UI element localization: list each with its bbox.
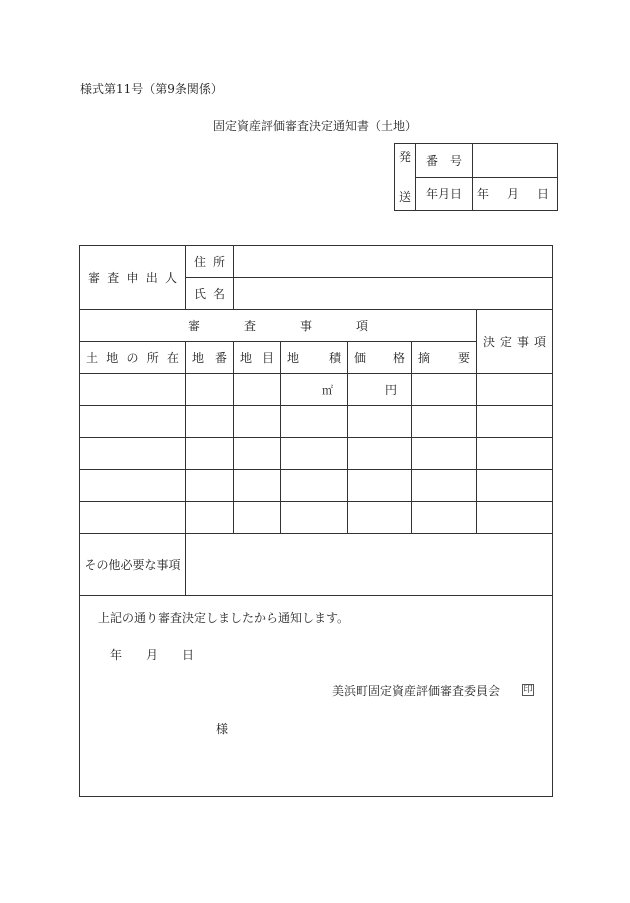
location-cell[interactable] bbox=[80, 438, 186, 470]
committee-signature bbox=[332, 682, 534, 699]
location-char: 在 bbox=[166, 351, 179, 365]
table-row bbox=[80, 374, 553, 406]
category-cell[interactable] bbox=[234, 438, 281, 470]
applicant-label-char: 査 bbox=[107, 271, 120, 285]
column-lot-number bbox=[186, 342, 234, 374]
applicant-label bbox=[80, 246, 186, 310]
table-row bbox=[80, 502, 553, 534]
date-char: 月 bbox=[506, 187, 519, 202]
area-char: 地 bbox=[287, 351, 300, 365]
decision-cell[interactable] bbox=[477, 406, 553, 438]
price-cell[interactable] bbox=[348, 502, 412, 534]
table-row bbox=[80, 406, 553, 438]
notice-date-char: 月 bbox=[146, 648, 159, 662]
summary-cell[interactable] bbox=[412, 502, 477, 534]
location-cell[interactable] bbox=[80, 502, 186, 534]
notice-date-char: 日 bbox=[182, 648, 195, 662]
address-label-char: 所 bbox=[212, 255, 225, 269]
review-header-char: 事 bbox=[299, 319, 312, 333]
number-value-field[interactable] bbox=[473, 144, 558, 178]
price-char: 価 bbox=[354, 351, 367, 365]
notice-text: 上記の通り審査決定しましたから通知します。 bbox=[98, 611, 350, 625]
decision-cell[interactable] bbox=[477, 470, 553, 502]
name-label-char: 氏 bbox=[194, 287, 207, 301]
document-title: 固定資産評価審査決定通知書（土地） bbox=[212, 119, 417, 133]
decision-header-char: 決 bbox=[483, 335, 496, 349]
location-char: 所 bbox=[146, 351, 159, 365]
area-cell[interactable] bbox=[281, 374, 348, 406]
seal-mark: 印 bbox=[523, 685, 533, 695]
number-label-char: 号 bbox=[449, 153, 462, 168]
other-items-label: その他必要な事項 bbox=[80, 534, 186, 596]
decision-cell[interactable] bbox=[477, 502, 553, 534]
column-price bbox=[348, 342, 412, 374]
summary-cell[interactable] bbox=[412, 406, 477, 438]
address-field[interactable] bbox=[234, 246, 553, 278]
summary-char: 摘 bbox=[418, 351, 431, 365]
area-cell[interactable] bbox=[281, 470, 348, 502]
name-label-char: 名 bbox=[212, 287, 225, 301]
category-cell[interactable] bbox=[234, 502, 281, 534]
price-unit: 円 bbox=[384, 383, 397, 397]
area-cell[interactable] bbox=[281, 438, 348, 470]
main-form-table bbox=[79, 245, 553, 797]
lot-cell[interactable] bbox=[186, 406, 234, 438]
lot-cell[interactable] bbox=[186, 374, 234, 406]
number-label bbox=[416, 144, 473, 178]
area-char: 積 bbox=[328, 351, 341, 365]
review-header-char: 項 bbox=[355, 319, 368, 333]
date-char: 年 bbox=[476, 187, 489, 202]
location-cell[interactable] bbox=[80, 406, 186, 438]
location-char: 地 bbox=[106, 351, 119, 365]
sending-char: 発 bbox=[398, 150, 411, 164]
applicant-label-char: 申 bbox=[126, 271, 139, 285]
review-header-char: 査 bbox=[243, 319, 256, 333]
lot-char: 地 bbox=[192, 351, 205, 365]
category-cell[interactable] bbox=[234, 374, 281, 406]
review-items-header bbox=[80, 310, 477, 342]
name-field[interactable] bbox=[234, 278, 553, 310]
notice-date-char: 年 bbox=[110, 648, 123, 662]
review-header-char: 審 bbox=[188, 319, 201, 333]
summary-cell[interactable] bbox=[412, 374, 477, 406]
location-cell[interactable] bbox=[80, 470, 186, 502]
applicant-label-char: 審 bbox=[88, 271, 101, 285]
category-cell[interactable] bbox=[234, 470, 281, 502]
location-char: 土 bbox=[86, 351, 99, 365]
notice-date bbox=[110, 646, 194, 663]
table-row bbox=[80, 438, 553, 470]
price-cell[interactable] bbox=[348, 470, 412, 502]
price-char: 格 bbox=[392, 351, 405, 365]
recipient-honorific: 様 bbox=[216, 722, 229, 736]
notice-area bbox=[80, 596, 553, 797]
decision-cell[interactable] bbox=[477, 374, 553, 406]
column-land-category bbox=[234, 342, 281, 374]
summary-cell[interactable] bbox=[412, 470, 477, 502]
applicant-label-char: 人 bbox=[164, 271, 177, 285]
address-label bbox=[186, 246, 234, 278]
area-unit: ㎡ bbox=[322, 383, 333, 397]
committee-name: 美浜町固定資産評価審査委員会 bbox=[332, 684, 501, 698]
location-cell[interactable] bbox=[80, 374, 186, 406]
other-items-field[interactable] bbox=[186, 534, 553, 596]
lot-cell[interactable] bbox=[186, 470, 234, 502]
name-label bbox=[186, 278, 234, 310]
applicant-label-char: 出 bbox=[145, 271, 158, 285]
price-cell[interactable] bbox=[348, 438, 412, 470]
category-char: 目 bbox=[261, 351, 274, 365]
summary-cell[interactable] bbox=[412, 438, 477, 470]
price-cell[interactable] bbox=[348, 406, 412, 438]
sending-info-box bbox=[394, 143, 558, 211]
decision-cell[interactable] bbox=[477, 438, 553, 470]
lot-cell[interactable] bbox=[186, 502, 234, 534]
decision-header-char: 事 bbox=[517, 335, 530, 349]
lot-char: 番 bbox=[214, 351, 227, 365]
summary-char: 要 bbox=[457, 351, 470, 365]
column-summary bbox=[412, 342, 477, 374]
column-land-location bbox=[80, 342, 186, 374]
area-cell[interactable] bbox=[281, 502, 348, 534]
decision-header-char: 項 bbox=[534, 335, 547, 349]
sending-label bbox=[395, 144, 416, 211]
area-cell[interactable] bbox=[281, 406, 348, 438]
date-label: 年月日 bbox=[416, 177, 473, 211]
number-label-char: 番 bbox=[426, 153, 439, 168]
decision-header-char: 定 bbox=[500, 335, 513, 349]
lot-cell[interactable] bbox=[186, 438, 234, 470]
location-char: の bbox=[126, 351, 139, 365]
address-label-char: 住 bbox=[194, 255, 207, 269]
price-cell[interactable] bbox=[348, 374, 412, 406]
column-land-area bbox=[281, 342, 348, 374]
category-cell[interactable] bbox=[234, 406, 281, 438]
decision-items-header bbox=[477, 310, 553, 374]
form-number: 様式第11号（第9条関係） bbox=[80, 82, 223, 96]
sending-char: 送 bbox=[398, 190, 411, 204]
date-char: 日 bbox=[536, 187, 549, 202]
date-value-field[interactable] bbox=[473, 177, 558, 211]
table-row bbox=[80, 470, 553, 502]
category-char: 地 bbox=[240, 351, 253, 365]
